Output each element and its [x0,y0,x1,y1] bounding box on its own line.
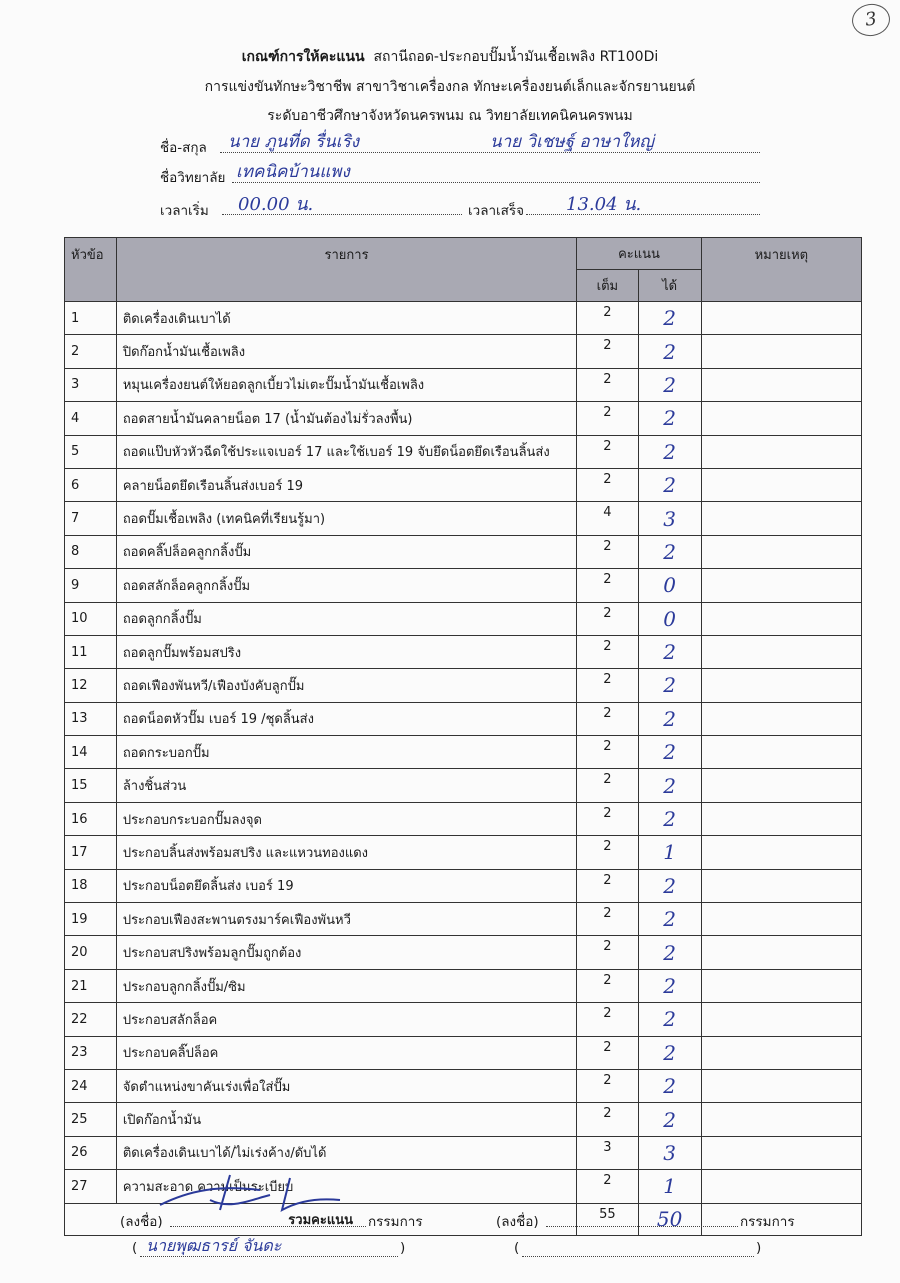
row-item: ล้างชิ้นส่วน [116,769,576,802]
row-item: ประกอบสปริงพร้อมลูกปั๊มถูกต้อง [116,936,576,969]
row-got: 0 [638,602,701,635]
row-note [701,969,861,1002]
row-no: 12 [65,669,117,702]
row-note [701,435,861,468]
table-row [65,936,862,969]
row-got: 2 [638,535,701,568]
row-item: ถอดสลักล็อคลูกกลิ้งปั๊ม [116,569,576,602]
left-name-line [140,1256,398,1257]
table-row [65,969,862,1002]
row-note [701,736,861,769]
table-row [65,1069,862,1102]
row-note [701,635,861,668]
row-item: ถอดน็อตหัวปั๊ม เบอร์ 19 /ชุดลิ้นส่ง [116,702,576,735]
row-note [701,802,861,835]
row-got: 2 [638,903,701,936]
col-got-header: ได้ [638,270,701,302]
row-got: 2 [638,368,701,401]
row-got: 2 [638,1003,701,1036]
row-full: 2 [577,936,638,969]
row-full: 2 [577,435,638,468]
row-no: 26 [65,1136,117,1169]
table-row [65,569,862,602]
row-item: ถอดลูกกลิ้งปั๊ม [116,602,576,635]
row-full: 2 [577,302,638,335]
left-paren-close: ) [400,1240,406,1256]
right-paren-close: ) [756,1240,762,1256]
row-got: 2 [638,702,701,735]
row-note [701,569,861,602]
row-no: 24 [65,1069,117,1102]
row-note [701,368,861,401]
row-got: 1 [638,1170,701,1203]
total-label: รวมคะแนน [65,1203,577,1235]
row-full: 2 [577,802,638,835]
row-no: 18 [65,869,117,902]
row-no: 21 [65,969,117,1002]
row-note [701,468,861,501]
row-item: ประกอบลิ้นส่งพร้อมสปริง และแหวนทองแดง [116,836,576,869]
row-item: ประกอบเฟืองสะพานตรงมาร์คเฟืองพันหวี [116,903,576,936]
table-row [65,869,862,902]
row-got: 2 [638,736,701,769]
table-row [65,535,862,568]
row-got: 2 [638,635,701,668]
row-no: 25 [65,1103,117,1136]
row-got: 1 [638,836,701,869]
row-no: 4 [65,402,117,435]
total-full: 55 [577,1203,638,1235]
row-full: 2 [577,1170,638,1203]
row-no: 22 [65,1003,117,1036]
college-value: เทคนิคบ้านแพง [236,162,350,182]
row-no: 2 [65,335,117,368]
row-item: ถอดปั๊มเชื้อเพลิง (เทคนิคที่เรียนรู้มา) [116,502,576,535]
row-full: 2 [577,769,638,802]
row-got: 0 [638,569,701,602]
row-full: 2 [577,1103,638,1136]
table-row [65,802,862,835]
col-full-header: เต็ม [577,270,638,302]
row-item: คลายน็อตยึดเรือนลิ้นส่งเบอร์ 19 [116,468,576,501]
start-label: เวลาเริ่ม [160,203,209,219]
table-row [65,903,862,936]
row-full: 2 [577,569,638,602]
row-full: 2 [577,702,638,735]
doc-venue: ระดับอาชีวศึกษาจังหวัดนครพนม ณ วิทยาลัยเทคนิคนครพนม [267,108,633,124]
table-row [65,368,862,401]
row-full: 2 [577,468,638,501]
row-item: เปิดก๊อกน้ำมัน [116,1103,576,1136]
col-note-header: หมายเหตุ [701,238,861,302]
row-no: 16 [65,802,117,835]
table-row [65,468,862,501]
row-note [701,669,861,702]
name-value-1: นาย ภูนที่ด รื่นเริง [228,132,360,152]
row-note [701,502,861,535]
row-got: 2 [638,1103,701,1136]
row-note [701,302,861,335]
row-item: ปิดก๊อกน้ำมันเชื้อเพลิง [116,335,576,368]
col-no-header: หัวข้อ [65,238,117,302]
table-row [65,302,862,335]
table-row [65,402,862,435]
row-note [701,602,861,635]
row-no: 17 [65,836,117,869]
row-item: ความสะอาด ความเป็นระเบียบ [116,1170,576,1203]
row-note [701,1003,861,1036]
row-no: 6 [65,468,117,501]
row-item: ถอดแป๊บหัวหัวฉีดใช้ประแจเบอร์ 17 และใช้เบอร์ 19 จับยึดน็อตยึดเรือนลิ้นส่ง [116,435,576,468]
row-full: 2 [577,1003,638,1036]
title-rest: สถานีถอด-ประกอบปั๊มน้ำมันเชื้อเพลิง RT100Di [373,49,659,65]
row-full: 2 [577,635,638,668]
row-full: 2 [577,602,638,635]
row-full: 2 [577,335,638,368]
row-full: 2 [577,836,638,869]
table-row [65,736,862,769]
row-got: 2 [638,669,701,702]
row-full: 4 [577,502,638,535]
row-no: 9 [65,569,117,602]
col-score-header: คะแนน [577,238,701,270]
row-item: ถอดเฟืองพันหวี/เฟืองบังคับลูกปั๊ม [116,669,576,702]
row-note [701,1136,861,1169]
row-note [701,869,861,902]
row-no: 14 [65,736,117,769]
row-no: 10 [65,602,117,635]
doc-title [0,46,900,68]
row-full: 2 [577,402,638,435]
right-role: กรรมการ [740,1214,795,1230]
row-full: 2 [577,969,638,1002]
row-got: 3 [638,502,701,535]
row-full: 2 [577,869,638,902]
right-sign-line [546,1226,738,1227]
row-note [701,936,861,969]
row-note [701,1170,861,1203]
table-row [65,502,862,535]
row-no: 23 [65,1036,117,1069]
total-got: 50 [638,1203,701,1235]
row-no: 1 [65,302,117,335]
row-got: 2 [638,869,701,902]
row-item: ถอดสายน้ำมันคลายน็อต 17 (น้ำมันต้องไม่รั่วลงพื้น) [116,402,576,435]
right-paren-open: ( [514,1240,520,1256]
signature-scribble [150,1170,350,1220]
row-no: 11 [65,635,117,668]
row-got: 2 [638,1069,701,1102]
right-sign-label: (ลงชื่อ) [496,1214,539,1230]
row-item: จัดตำแหน่งขาคันเร่งเพื่อใส่ปั๊ม [116,1069,576,1102]
start-value: 00.00 น. [238,194,314,215]
row-item: ติดเครื่องเดินเบาได้/ไม่เร่งค้าง/ดับได้ [116,1136,576,1169]
row-item: ถอดลูกปั๊มพร้อมสปริง [116,635,576,668]
college-label: ชื่อวิทยาลัย [160,170,226,186]
table-row [65,602,862,635]
row-item: ประกอบลูกกลิ้งปั๊ม/ซิม [116,969,576,1002]
row-item: ประกอบน็อตยึดลิ้นส่ง เบอร์ 19 [116,869,576,902]
row-item: ถอดคลิ๊ปล็อคลูกกลิ้งปั๊ม [116,535,576,568]
row-item: ติดเครื่องเดินเบาได้ [116,302,576,335]
row-no: 7 [65,502,117,535]
table-row [65,702,862,735]
row-no: 8 [65,535,117,568]
right-name-line [522,1256,754,1257]
row-item: ประกอบสลักล็อค [116,1003,576,1036]
row-got: 2 [638,335,701,368]
row-full: 2 [577,903,638,936]
row-no: 5 [65,435,117,468]
row-note [701,903,861,936]
row-got: 2 [638,302,701,335]
row-full: 2 [577,368,638,401]
table-row [65,769,862,802]
row-note [701,836,861,869]
row-note [701,335,861,368]
table-row [65,335,862,368]
row-no: 3 [65,368,117,401]
row-full: 2 [577,1036,638,1069]
table-row [65,1136,862,1169]
row-no: 20 [65,936,117,969]
row-got: 2 [638,468,701,501]
title-bold: เกณฑ์การให้คะแนน [241,49,365,65]
row-note [701,1069,861,1102]
row-full: 2 [577,1069,638,1102]
row-item: ประกอบกระบอกปั๊มลงจุด [116,802,576,835]
row-note [701,535,861,568]
row-no: 15 [65,769,117,802]
left-paren-open: ( [132,1240,138,1256]
table-row [65,1103,862,1136]
doc-subtitle: การแข่งขันทักษะวิชาชีพ สาขาวิชาเครื่องกล ทักษะเครื่องยนต์เล็กและจักรยานยนต์ [204,79,696,95]
row-note [701,769,861,802]
page-number: 3 [850,2,892,39]
table-row [65,435,862,468]
col-item-header: รายการ [116,238,576,302]
row-got: 2 [638,435,701,468]
table-row [65,1003,862,1036]
table-row [65,1036,862,1069]
row-item: หมุนเครื่องยนต์ให้ยอดลูกเบี้ยวไม่เตะปั๊มน้ำมันเชื้อเพลิง [116,368,576,401]
left-sign-label: (ลงชื่อ) [120,1214,163,1230]
row-got: 2 [638,402,701,435]
score-table [64,237,862,1236]
row-got: 2 [638,1036,701,1069]
row-no: 27 [65,1170,117,1203]
table-row [65,669,862,702]
row-got: 2 [638,969,701,1002]
left-sign-line [170,1226,366,1227]
name-value-2: นาย วิเชษฐ์ อาษาใหญ่ [490,132,654,152]
table-row [65,836,862,869]
row-full: 2 [577,535,638,568]
table-row [65,635,862,668]
end-dotline [526,214,760,215]
row-full: 3 [577,1136,638,1169]
row-got: 3 [638,1136,701,1169]
row-got: 2 [638,769,701,802]
row-note [701,702,861,735]
row-item: ถอดกระบอกปั๊ม [116,736,576,769]
end-label: เวลาเสร็จ [468,203,525,219]
row-note [701,402,861,435]
row-got: 2 [638,802,701,835]
name-label: ชื่อ-สกุล [160,140,207,156]
row-full: 2 [577,669,638,702]
row-no: 19 [65,903,117,936]
row-note [701,1036,861,1069]
row-full: 2 [577,736,638,769]
left-printed-name: นายพุฒธารย์ จันดะ [146,1236,282,1255]
left-role: กรรมการ [368,1214,423,1230]
end-value: 13.04 น. [566,194,642,215]
row-no: 13 [65,702,117,735]
row-note [701,1103,861,1136]
row-got: 2 [638,936,701,969]
row-item: ประกอบคลิ๊ปล็อค [116,1036,576,1069]
